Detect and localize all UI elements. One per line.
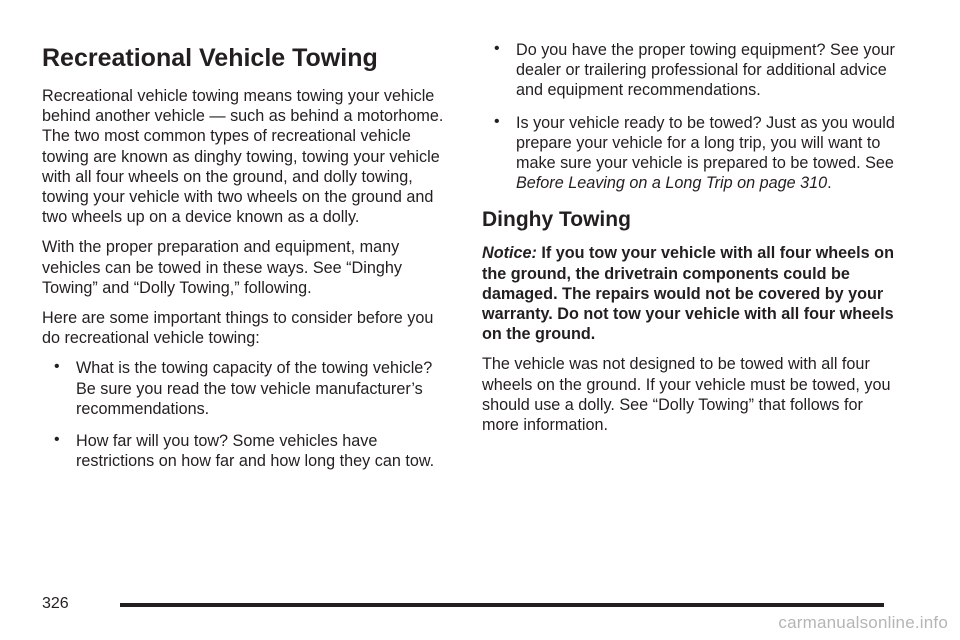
bullet-icon: • (54, 358, 60, 376)
considerations-paragraph: Here are some important things to consider before you do recreational vehicle towing: (42, 309, 434, 348)
notice-paragraph (482, 243, 902, 344)
watermark: carmanualsonline.info (778, 613, 948, 632)
page-reference-link[interactable]: Before Leaving on a Long Trip on page 310 (516, 174, 828, 193)
page-number: 326 (42, 595, 69, 612)
subsection-title: Dinghy Towing (482, 208, 631, 232)
footer-divider (120, 603, 884, 607)
notice-text: If you tow your vehicle with all four wheels on the ground, the drivetrain components could be damaged. The repairs would not be covered by your warranty. Do not tow your vehicle with all four wheels on the ground. (482, 244, 894, 344)
intro-paragraph: Recreational vehicle towing means towing your vehicle behind another vehicle — such as behind a motorhome. The two most common types of recreational vehicle towing are known as dinghy towing, towing your vehicle with all four wheels on the ground, and dolly towing, towing your vehicle with two wheels on the ground and two wheels up on a device known as a dolly. (42, 87, 444, 227)
considerations-list-continued (482, 40, 902, 193)
list-item (42, 358, 452, 419)
list-item (482, 40, 902, 101)
list-item-text: Do you have the proper towing equipment? See your dealer or trailering professional for additional advice and equipment recommendations. (516, 41, 895, 100)
considerations-list (42, 358, 452, 471)
bullet-icon: • (494, 40, 500, 57)
list-item-text: Is your vehicle ready to be towed? Just as you would prepare your vehicle for a long trip, you will want to make sure your vehicle is prepared to be towed. See (516, 113, 895, 173)
dinghy-paragraph: The vehicle was not designed to be towed with all four wheels on the ground. If your vehicle must be towed, you should use a dolly. See “Dolly Towing” that follows for more information. (482, 355, 891, 435)
bullet-icon: • (54, 431, 60, 449)
list-item (42, 431, 452, 471)
list-item-text: How far will you tow? Some vehicles have restrictions on how far and how long they can tow. (76, 432, 435, 471)
left-column (42, 40, 452, 483)
section-title: Recreational Vehicle Towing (42, 44, 378, 72)
list-item (482, 113, 902, 194)
list-item-text: What is the towing capacity of the towing vehicle? Be sure you read the tow vehicle manufacturer’s recommendations. (76, 359, 433, 418)
right-column (482, 40, 902, 445)
list-item-end: . (827, 174, 832, 193)
notice-label: Notice: (482, 244, 537, 263)
preparation-paragraph: With the proper preparation and equipment, many vehicles can be towed in these ways. See “Dinghy Towing” and “Dolly Towing,” following. (42, 238, 402, 297)
bullet-icon: • (494, 112, 500, 130)
